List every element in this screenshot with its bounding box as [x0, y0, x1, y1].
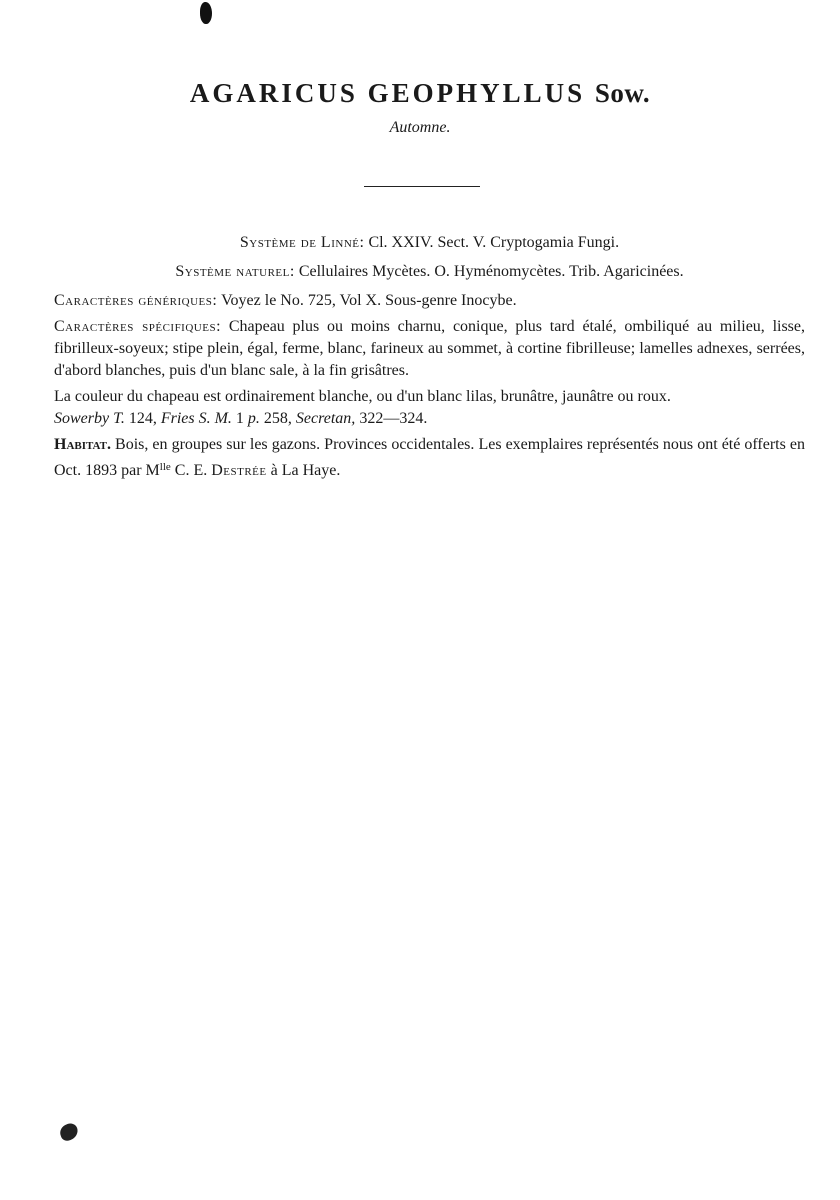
specific-label: Caractères spécifiques:	[54, 318, 222, 335]
ref-fries-num: 1	[235, 410, 244, 427]
habitat-text: Bois, en groupes sur les gazons. Provinces occidentales. Les exemplaires représentés nous ont été offerts en Oct. 1893 par	[54, 436, 806, 479]
generic-label: Caractères génériques:	[54, 292, 218, 309]
ref-fries: Fries S. M.	[160, 410, 232, 427]
naturel-text: Cellulaires Mycètes. O. Hyménomycètes. Trib. Agaricinées.	[298, 263, 684, 280]
linne-label: Système de Linné:	[239, 234, 365, 251]
habitat-label: Habitat.	[54, 436, 111, 453]
ref-secretan: Secretan,	[295, 410, 356, 427]
linne-text: Cl. XXIV. Sect. V. Cryptogamia Fungi.	[368, 234, 620, 251]
naturel-line	[54, 261, 805, 283]
species-author: Sow.	[594, 78, 651, 108]
ref-sowerby-num: 124,	[128, 410, 157, 427]
generic-text: Voyez le No. 725, Vol X. Sous-genre Inocybe.	[221, 292, 517, 309]
color-text: La couleur du chapeau est ordinairement blanche, ou d'un blanc lilas, brunâtre, jaunâtre ou roux.	[54, 388, 671, 405]
title-divider	[364, 186, 480, 187]
species-title	[0, 78, 840, 109]
ref-secretan-num: 322—324.	[359, 410, 428, 427]
ref-fries-page: 258,	[263, 410, 292, 427]
ref-sowerby: Sowerby T.	[54, 410, 125, 427]
color-note	[54, 386, 805, 408]
description-body	[54, 232, 805, 486]
habitat-paragraph	[54, 434, 805, 482]
ref-page-abbr: p.	[247, 410, 260, 427]
ink-spot-bottom	[58, 1121, 80, 1142]
habitat-title-abbr: $M^{lle}$	[145, 461, 171, 479]
naturel-label: Système naturel:	[175, 263, 295, 280]
specific-text: Chapeau plus ou moins charnu, conique, plus tard étalé, ombiliqué au milieu, lisse, fibrilleux-soyeux; stipe plein, égal, ferme, blanc, farineux au sommet, à cortine fibrilleuse; lamelles adnexes, serrées, d'abord blanches, puis d'un blanc sale, à la fin grisâtres.	[54, 318, 806, 379]
habitat-initials: C. E.	[174, 462, 208, 479]
linne-line	[54, 232, 805, 254]
ink-spot-top	[200, 2, 212, 24]
specific-characters	[54, 316, 805, 382]
habitat-tail: à La Haye.	[270, 462, 341, 479]
generic-characters	[54, 290, 805, 312]
references-line	[54, 408, 805, 430]
season-label: Automne.	[389, 119, 451, 136]
habitat-donor-name: Destrée	[211, 462, 267, 479]
species-name: AGARICUS GEOPHYLLUS	[189, 78, 586, 108]
